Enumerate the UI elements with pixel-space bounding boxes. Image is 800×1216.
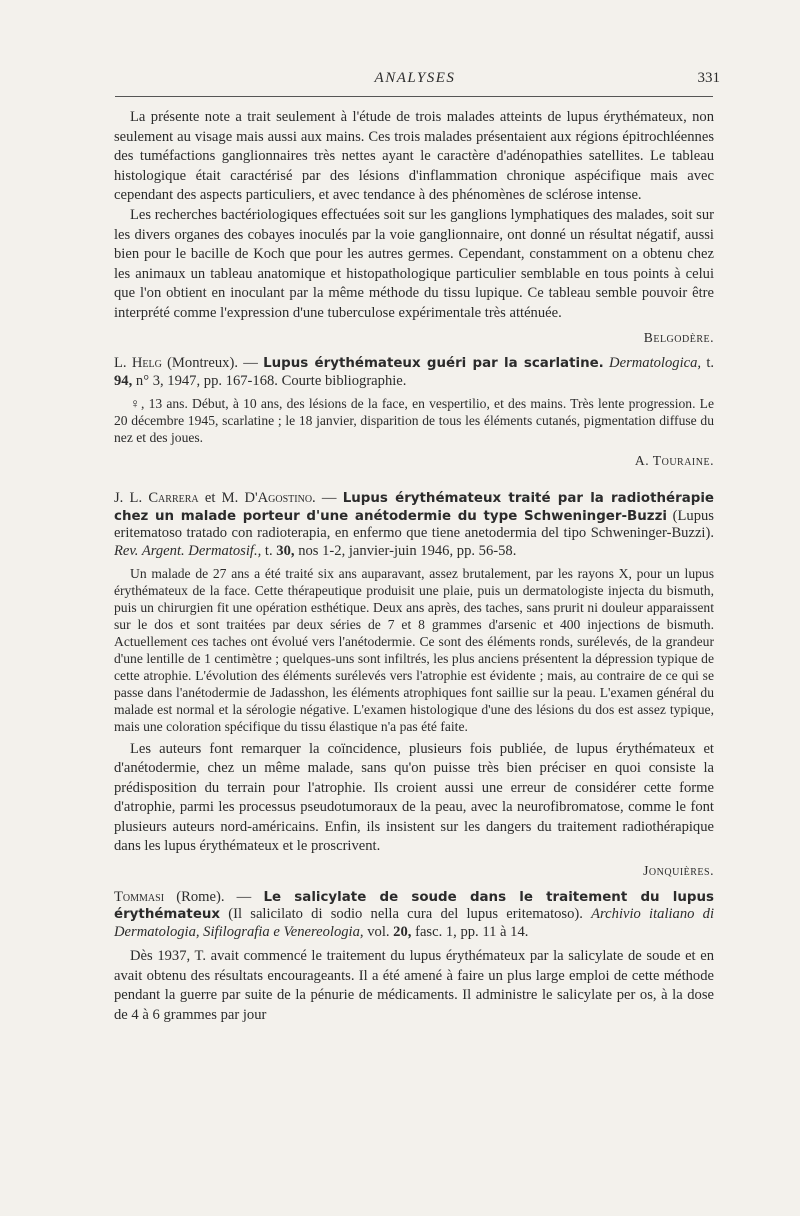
entry3-journal: Rev. Argent. Dermatosif., (114, 542, 262, 559)
entry2-citation (114, 355, 714, 390)
entry4-subtitle: (Il salicilato di sodio nella cura del lupus eritematoso). (228, 906, 583, 923)
entry1-paragraph-1: La présente note a trait seulement à l'étude de trois malades atteints de lupus érythémateux, non seulement au visage mais aussi aux mains. Ces trois malades présentaient aux régions épitrochléennes des tuméfactions ganglionnaires très nettes ayant le caractère d'adénopathies satellites. Le tableau histologique était caractérisé par des lésions d'inflammation chronique aspécifique mais avec cependant des aspects particuliers, et avec tendance à des phénomènes de sclérose intense. (114, 109, 714, 204)
entry3-details: nos 1-2, janvier-juin 1946, pp. 56-58. (298, 542, 517, 559)
header-rule (115, 96, 713, 97)
entry2-title: Lupus érythémateux guéri par la scarlatine. (263, 356, 604, 372)
entry3-title: Lupus érythémateux traité par la radiothérapie chez un malade porteur d'une anétodermie du type Schweninger-Buzzi (114, 491, 714, 524)
entry4-paragraph-1: Dès 1937, T. avait commencé le traitement du lupus érythémateux par la salicylate de soude et en avait obtenu des résultats encourageants. Il a été amené à faire un plus large emploi de cette méthode pendant la guerre par suite de la pénurie de médicaments. Il administre le salicylate per os, à la dose de 4 à 6 grammes par jour (114, 948, 714, 1023)
entry4-journal: Archivio italiano di Dermatologia, Sifilografia e Venereologia, (114, 906, 715, 940)
entry2-authors: L. Helg (114, 355, 162, 372)
entry3-citation (114, 490, 714, 560)
entry1-signature: Belgodère. (643, 329, 714, 345)
entry3-vol-prefix: t. (264, 542, 273, 559)
entry2-details: n° 3, 1947, pp. 167-168. Courte bibliographie. (135, 372, 407, 389)
entry4-details: fasc. 1, pp. 11 à 14. (415, 923, 529, 940)
entry3-paragraph-2: Les auteurs font remarquer la coïncidence, plusieurs fois publiée, de lupus érythémateux et d'anétodermie, chez un même malade, sans qu'on puisse très bien préciser en quoi consiste la prédisposition du terrain pour l'atrophie. Ils croient aussi une erreur de considérer cette forme d'atrophie, parmi les processus pseudotumoraux de la peau, avec la neurofibromatose, comme le font plusieurs auteurs nord-américains. Enfin, ils insistent sur les dangers du traitement radiothérapique dans les lupus érythémateux et le proscrivent. (114, 740, 714, 855)
page-number: 331 (697, 70, 720, 86)
running-title: ANALYSES (374, 70, 456, 86)
entry4-location: (Rome). — (176, 888, 252, 905)
entry3-authors-2: M. D'Agostino. (221, 490, 316, 507)
entry2-journal: Dermatologica, (609, 355, 702, 372)
entry1-paragraph-2: Les recherches bactériologiques effectuées soit sur les ganglions lymphatiques des malades, soit sur les divers organes des cobayes inoculés par la voie ganglionnaire, ont donné un résultat négatif, aussi bien pour le bacille de Koch que pour les autres germes. Cependant, constamment on a obtenu chez les animaux un tableau anatomique et histopathologique particulier semblable en tous points à celui que l'on obtient en inoculant par la même méthode du tissu lupique. Ce tableau semble pouvoir être interprété comme l'expression d'une tuberculose expérimentale très atténuée. (114, 206, 714, 321)
entry4-volume: 20, (393, 923, 412, 940)
entry4-authors: Tommasi (114, 888, 165, 905)
entry3-paragraph-1: Un malade de 27 ans a été traité six ans auparavant, assez brutalement, par les rayons X, pour un lupus érythémateux de la face. Cette thérapeutique produisit une plaie, puis un dermatologiste injecta du bismuth, puis un chirurgien fit une opération esthétique. Deux ans après, des taches, sans prurit ni douleur apparaissent sur le dos et sont traitées par deux séries de 7 et 8 grammes d'arsenic et 400 injections de bismuth. Actuellement ces taches ont évolué vers l'anétodermie. Ce sont des éléments ronds, surélevés, de la grandeur d'une lentille de 1 centimètre ; quelques-uns sont infiltrés, les plus anciens présentent la dépression typique de cette atrophie. L'évolution des éléments surélevés vers l'atrophie est évidente ; mais, au contraire de ce qui se passe dans l'anétodermie de Jadasshon, les éléments atrophiques font saillie sur la peau. L'examen général du malade est normal et la sérologie négative. L'examen histologique d'une des lésions du dos est assez typique, mais une coloration spécifique du tissu élastique n'a pas été faite. (114, 566, 714, 734)
running-head (115, 70, 720, 94)
entry4-title: Le salicylate de soude dans le traitement du lupus érythémateux (114, 889, 714, 923)
entry2-signature: A. Touraine. (634, 452, 714, 468)
entry4-citation (114, 889, 714, 942)
entry3-dash: — (321, 490, 337, 507)
entry4-vol-prefix: vol. (367, 923, 390, 940)
entry3-subtitle: (Lupus eritematoso tratado con radioterapia, en enfermo que tiene anetodermia del tipo Schweninger-Buzzi). (114, 507, 714, 542)
entry3-authors: J. L. Carrera (114, 490, 199, 507)
page-body (114, 108, 714, 1026)
entry3-and: et (204, 490, 216, 507)
entry3-signature: Jonquières. (643, 863, 714, 879)
entry2-location: (Montreux). — (167, 355, 258, 372)
entry2-volume: 94, (114, 372, 133, 389)
entry2-abstract: ♀, 13 ans. Début, à 10 ans, des lésions de la face, en vespertilio, et des mains. Très lente progression. Le 20 décembre 1945, scarlatine ; le 18 janvier, disparition de tous les éléments cutanés, pigmentation diffuse du nez et des joues. (114, 396, 714, 445)
entry3-volume: 30, (276, 542, 295, 559)
entry2-vol-prefix: t. (706, 355, 715, 372)
